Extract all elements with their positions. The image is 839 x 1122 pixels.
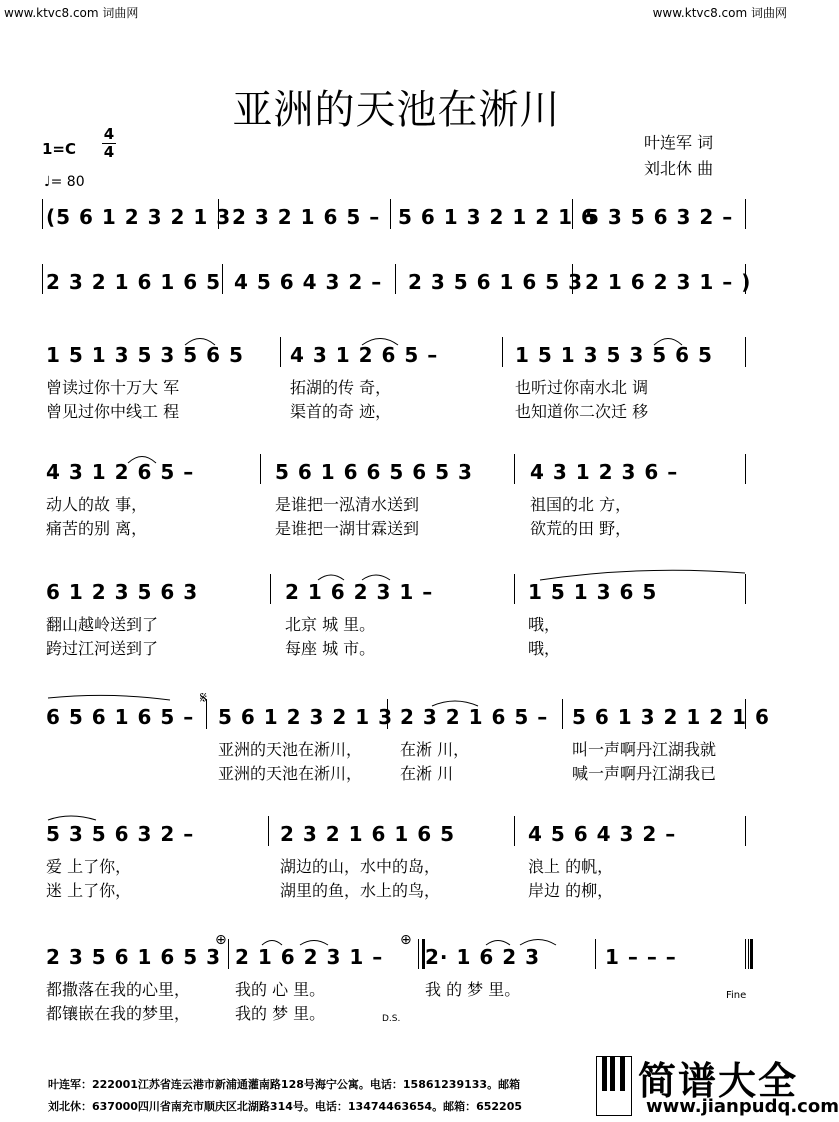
lyricist-credit: 叶连军 词 [644,133,714,152]
lyric-verse2: 曾见过你中线工 程 [46,402,180,421]
measure-notes: 2 3 5 6 1 6 5 3 [46,945,222,969]
measure-notes: 2 1 6 2 3 1 – [235,945,384,969]
footer-contact-composer: 刘北休：637000四川省南充市顺庆区北湖路314号。电话：13474463654。邮箱：652205 [48,1100,522,1113]
footer-contact-lyricist: 叶连军：222001江苏省连云港市新浦通灌南路128号海宁公寓。电话：15861239133。邮箱 [48,1078,521,1091]
slur [48,816,96,820]
measure-notes: 4 3 1 2 6 5 – [46,460,195,484]
lyric-verse1: 湖边的山，水中的岛， [280,857,441,876]
lyric-verse1: 曾读过你十万大 军 [46,378,180,397]
coda-icon: ⊕ [400,932,412,948]
slur [300,941,328,946]
lyric-verse2: 也知道你二次迁 移 [515,402,649,421]
slur [520,940,556,946]
piano-icon [596,1056,632,1116]
measure-notes: 4 3 1 2 6 5 – [290,343,439,367]
measure-notes: 2 3 2 1 6 1 6 5 [46,270,222,294]
measure-notes: (5 6 1 2 3 2 1 3 [46,205,232,229]
site-url: www.jianpudq.com [646,1096,839,1117]
measure-notes: 1 5 1 3 5 3 5 6 5 [515,343,713,367]
measure-notes: 5 6 1 3 2 1 2 1 6 [398,205,596,229]
measure-notes: 2 1 6 2 3 1 – ) [585,270,752,294]
lyric-verse1: 叫一声啊丹江湖我就 [572,740,717,759]
lyric-verse1: 哦， [528,615,561,634]
segno-icon: 𝄋 [200,688,207,707]
slur [654,339,682,346]
key-signature: 1=C [42,140,77,158]
lyric-verse2: 是谁把一湖甘霖送到 [275,519,420,538]
measure-notes: 2 3 2 1 6 5 – [232,205,381,229]
lyric-verse1: 是谁把一泓清水送到 [275,495,420,514]
tie [540,570,745,580]
measure-notes: 4 3 1 2 3 6 – [530,460,679,484]
lyric-verse1: 动人的故 事， [46,495,148,514]
lyric-verse1: 在淅 川， [400,740,470,759]
measure-notes: 2 3 2 1 6 5 – [400,705,549,729]
measure-notes: 6 1 2 3 5 6 3 [46,580,199,604]
lyric-verse1: 拓湖的传 奇， [290,378,392,397]
lyric-verse2: 欲荒的田 野， [530,519,632,538]
lyric-verse1: 北京 城 里。 [285,615,376,634]
lyric-verse2: 湖里的鱼，水上的鸟， [280,881,441,900]
lyric-verse2: 哦， [528,639,561,658]
lyric-verse1: 翻山越岭送到了 [46,615,159,634]
lyric-verse1: 都撒落在我的心里， [46,980,191,999]
watermark-right: www.ktvc8.com 词曲网 [652,6,787,20]
lyric-verse2: 渠首的奇 迹， [290,402,392,421]
lyric-verse2: 岸边 的柳， [528,881,614,900]
lyric-verse1: 祖国的北 方， [530,495,632,514]
lyric-verse2: 都镶嵌在我的梦里， [46,1004,191,1023]
slur [185,339,215,346]
lyric-verse2: 跨过江河送到了 [46,639,159,658]
measure-notes: 1 5 1 3 6 5 [528,580,658,604]
tie [48,695,170,700]
lyric-verse1: 也听过你南水北 调 [515,378,649,397]
measure-notes: 4 5 6 4 3 2 – [528,822,677,846]
slur [362,339,398,346]
lyric-verse2: 每座 城 市。 [285,639,376,658]
composer-credit: 刘北休 曲 [644,159,714,178]
lyric-verse2: 在淅 川 [400,764,454,783]
song-title: 亚洲的天池在淅川 [232,87,561,133]
slur [128,457,156,464]
slur [362,575,390,580]
lyric-verse1: 爱 上了你， [46,857,132,876]
slur [318,575,344,580]
site-logo: 简谱大全 [638,1059,799,1103]
lyric-verse2: 痛苦的别 离， [46,519,148,538]
tempo-marking: ♩= 80 [44,174,85,190]
measure-notes: 5 3 5 6 3 2 – [46,822,195,846]
measure-notes: 1 – – – [605,945,677,969]
lyric-verse1: 浪上 的帆， [528,857,614,876]
watermark-left: www.ktvc8.com 词曲网 [4,6,139,20]
lyric-verse1: 亚洲的天池在淅川， [218,740,363,759]
slur [432,701,478,706]
measure-notes: 1 5 1 3 5 3 5 6 5 [46,343,244,367]
measure-notes: 2· 1 6 2 3 [425,945,541,969]
coda-icon: ⊕ [215,932,227,948]
measure-notes: 5 6 1 2 3 2 1 3 [218,705,394,729]
lyric-verse2: 喊一声啊丹江湖我已 [572,764,717,783]
lyric-verse2: 迷 上了你， [46,881,132,900]
fine-marking: Fine [726,990,747,1001]
measure-notes: 6 5 6 1 6 5 – [46,705,195,729]
measure-notes: 2 3 2 1 6 1 6 5 [280,822,456,846]
measure-notes: 2 1 6 2 3 1 – [285,580,434,604]
measure-notes: 5 6 1 6 6 5 6 5 3 [275,460,473,484]
slur [262,941,282,946]
slur [486,941,510,946]
lyric-verse1: 我的 心 里。 [235,980,326,999]
ds-marking: D.S. [382,1014,401,1024]
lyric-verse1: 我 的 梦 里。 [425,980,521,999]
measure-notes: 5 3 5 6 3 2 – [585,205,734,229]
time-signature: 4 4 [103,125,115,161]
lyric-verse2: 我的 梦 里。 [235,1004,326,1023]
measure-notes: 2 3 5 6 1 6 5 3 [408,270,584,294]
lyric-verse2: 亚洲的天池在淅川， [218,764,363,783]
quarter-note-icon: ♩ [44,174,51,190]
measure-notes: 4 5 6 4 3 2 – [234,270,383,294]
measure-notes: 5 6 1 3 2 1 2 1 6 [572,705,770,729]
